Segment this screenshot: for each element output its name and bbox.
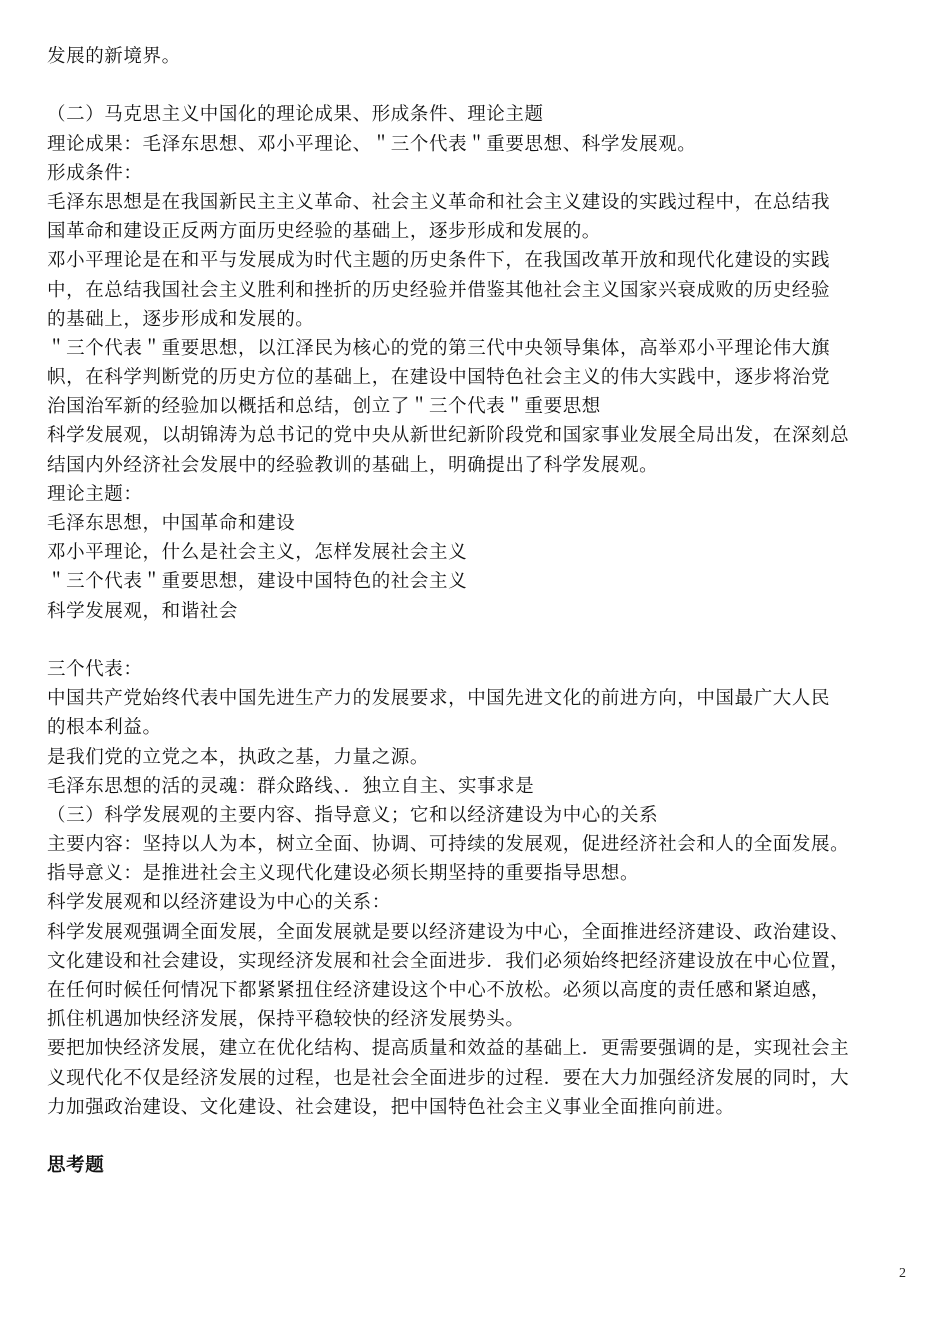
text-line: 帜，在科学判断党的历史方位的基础上，在建设中国特色社会主义的伟大实践中，逐步将治党: [47, 367, 831, 389]
text-line: 毛泽东思想是在我国新民主主义革命、社会主义革命和社会主义建设的实践过程中，在总结我: [47, 191, 831, 213]
text-line: 治国治军新的经验加以概括和总结，创立了＂三个代表＂重要思想: [47, 396, 601, 418]
text-line: 力加强政治建设、文化建设、社会建设，把中国特色社会主义事业全面推向前进。: [47, 1096, 735, 1118]
text-line: ＂三个代表＂重要思想，以江泽民为核心的党的第三代中央领导集体，高举邓小平理论伟大旗: [47, 337, 831, 359]
questions-heading: 思考题: [47, 1155, 105, 1177]
text-line: 科学发展观，以胡锦涛为总书记的党中央从新世纪新阶段党和国家事业发展全局出发，在深刻总: [47, 425, 850, 447]
text-line: 国革命和建设正反两方面历史经验的基础上，逐步形成和发展的。: [47, 221, 601, 243]
text-line: 主要内容：坚持以人为本，树立全面、协调、可持续的发展观，促进经济社会和人的全面发展。: [47, 834, 850, 856]
text-line: 理论主题：: [47, 483, 143, 505]
text-line: 要把加快经济发展，建立在优化结构、提高质量和效益的基础上．更需要强调的是，实现社会主: [47, 1038, 850, 1060]
text-line: 毛泽东思想的活的灵魂：群众路线、．独立自主、实事求是: [47, 775, 535, 797]
text-line: 三个代表：: [47, 658, 143, 680]
text-line: 指导意义：是推进社会主义现代化建设必须长期坚持的重要指导思想。: [47, 863, 640, 885]
document-body: [47, 42, 907, 1180]
text-line: 毛泽东思想，中国革命和建设: [47, 513, 296, 534]
text-line: 的根本利益。: [47, 717, 162, 739]
text-line: 中国共产党始终代表中国先进生产力的发展要求，中国先进文化的前进方向，中国最广大人民: [47, 688, 831, 710]
text-line: 发展的新境界。: [47, 46, 181, 67]
section-heading: （三）科学发展观的主要内容、指导意义；它和以经济建设为中心的关系: [47, 804, 659, 826]
text-line: 抓住机遇加快经济发展，保持平稳较快的经济发展势头。: [47, 1009, 525, 1031]
text-line: 科学发展观强调全面发展，全面发展就是要以经济建设为中心，全面推进经济建设、政治建设、: [47, 921, 850, 943]
blank-line: [47, 626, 907, 655]
text-line: 邓小平理论是在和平与发展成为时代主题的历史条件下，在我国改革开放和现代化建设的实践: [47, 250, 831, 272]
text-line: 文化建设和社会建设，实现经济发展和社会全面进步．我们必须始终把经济建设放在中心位置，: [47, 950, 850, 972]
text-line: 的基础上，逐步形成和发展的。: [47, 308, 315, 330]
text-line: 科学发展观，和谐社会: [47, 600, 239, 622]
text-line: 义现代化不仅是经济发展的过程，也是社会全面进步的过程．要在大力加强经济发展的同时，大: [47, 1067, 850, 1089]
text-line: 是我们党的立党之本，执政之基，力量之源。: [47, 746, 430, 768]
text-line: 邓小平理论，什么是社会主义，怎样发展社会主义: [47, 542, 468, 564]
blank-line: [47, 1122, 907, 1151]
blank-line: [47, 71, 907, 100]
text-line: 形成条件：: [47, 162, 143, 184]
text-line: 理论成果：毛泽东思想、邓小平理论、＂三个代表＂重要思想、科学发展观。: [47, 133, 697, 155]
text-line: 中，在总结我国社会主义胜利和挫折的历史经验并借鉴其他社会主义国家兴衰成败的历史经验: [47, 279, 831, 301]
page-number: 2: [899, 1266, 906, 1281]
text-line: ＂三个代表＂重要思想，建设中国特色的社会主义: [47, 571, 468, 593]
text-line: 科学发展观和以经济建设为中心的关系：: [47, 892, 391, 914]
section-heading: （二）马克思主义中国化的理论成果、形成条件、理论主题: [47, 104, 544, 126]
text-line: 在任何时候任何情况下都紧紧扭住经济建设这个中心不放松。必须以高度的责任感和紧迫感，: [47, 980, 831, 1001]
text-line: 结国内外经济社会发展中的经验教训的基础上，明确提出了科学发展观。: [47, 454, 659, 476]
